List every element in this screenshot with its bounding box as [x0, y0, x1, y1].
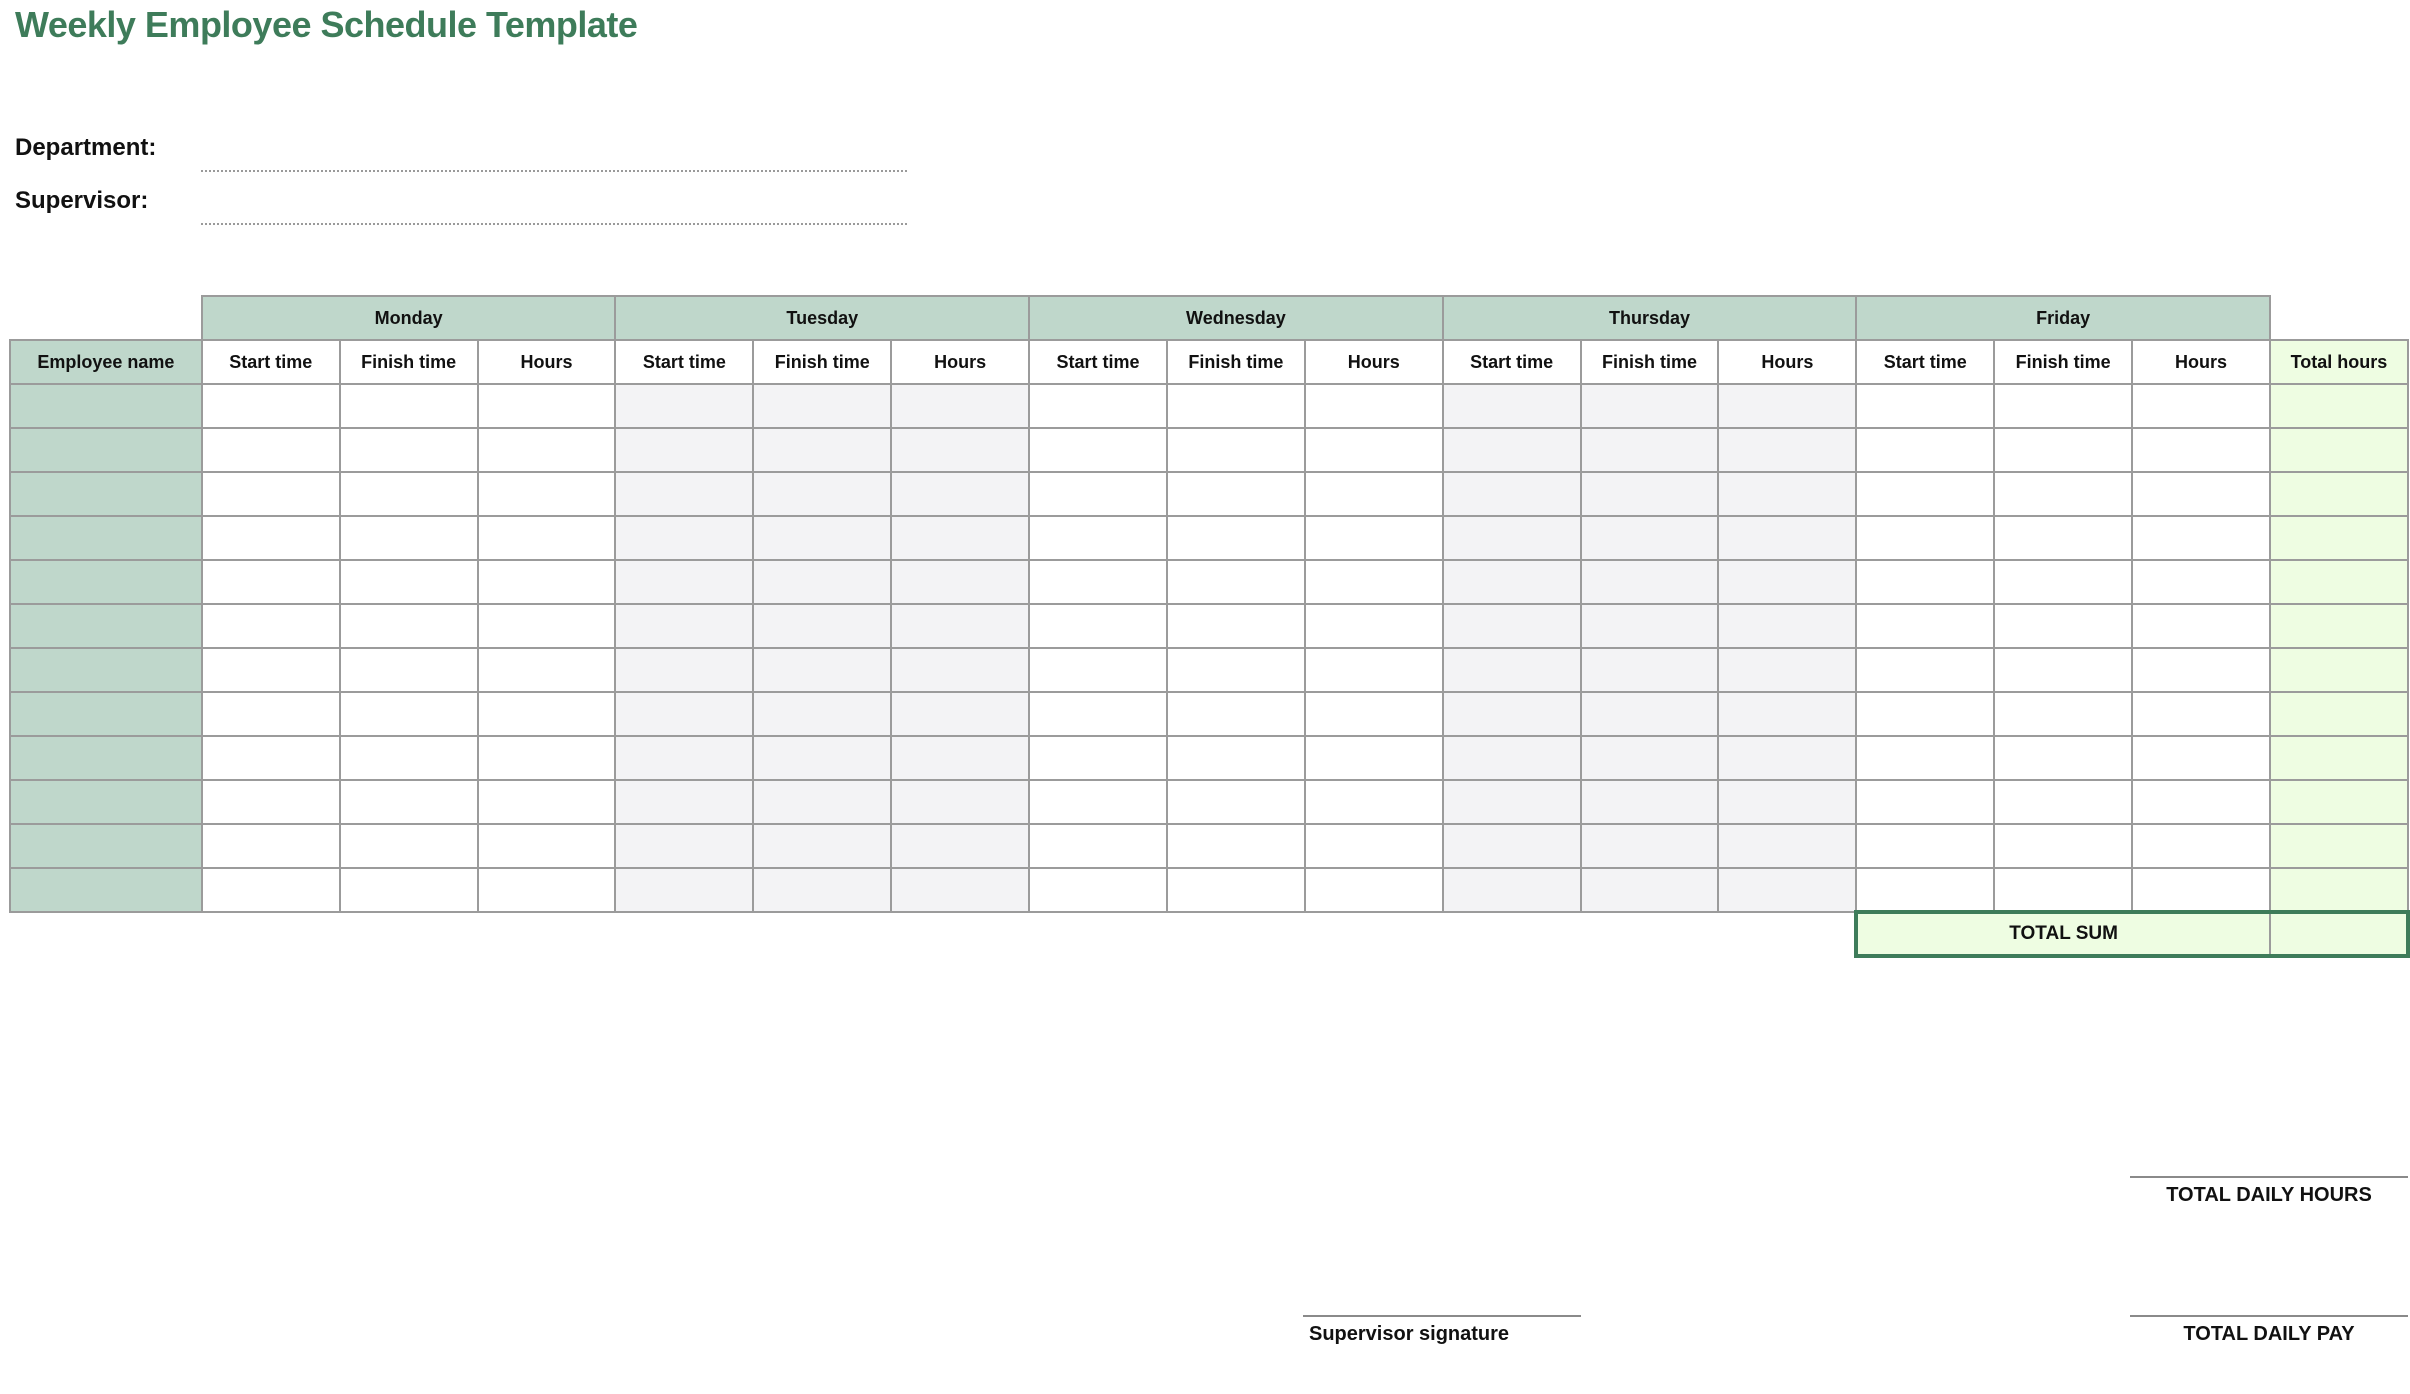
department-label: Department: [15, 134, 157, 161]
tuesday-finish-cell[interactable] [753, 560, 891, 604]
day-header-monday: Monday [202, 296, 616, 340]
thursday-finish-cell[interactable] [1581, 868, 1719, 912]
day-header-row [10, 296, 2408, 340]
friday-hours-cell[interactable] [2132, 868, 2270, 912]
thursday-hours-cell[interactable] [1718, 692, 1856, 736]
thursday-start-cell[interactable] [1443, 736, 1581, 780]
friday-start-cell[interactable] [1856, 516, 1994, 560]
wednesday-finish-cell[interactable] [1167, 604, 1305, 648]
total-sum-spacer [10, 912, 1856, 956]
start-time-header: Start time [1856, 340, 1994, 384]
tuesday-start-cell[interactable] [615, 868, 753, 912]
total-hours-cell[interactable] [2270, 736, 2408, 780]
monday-finish-cell[interactable] [340, 428, 478, 472]
friday-hours-cell[interactable] [2132, 384, 2270, 428]
tuesday-start-cell[interactable] [615, 428, 753, 472]
wednesday-start-cell[interactable] [1029, 692, 1167, 736]
table-row [10, 868, 2408, 912]
friday-start-cell[interactable] [1856, 736, 1994, 780]
day-header-thursday: Thursday [1443, 296, 1857, 340]
monday-start-cell[interactable] [202, 604, 340, 648]
tuesday-finish-cell[interactable] [753, 736, 891, 780]
monday-hours-cell[interactable] [478, 428, 616, 472]
wednesday-hours-cell[interactable] [1305, 824, 1443, 868]
wednesday-hours-cell[interactable] [1305, 604, 1443, 648]
monday-hours-cell[interactable] [478, 384, 616, 428]
friday-hours-cell[interactable] [2132, 648, 2270, 692]
friday-start-cell[interactable] [1856, 604, 1994, 648]
friday-finish-cell[interactable] [1994, 472, 2132, 516]
thursday-hours-cell[interactable] [1718, 868, 1856, 912]
wednesday-hours-cell[interactable] [1305, 560, 1443, 604]
total-sum-label: TOTAL SUM [1856, 912, 2270, 956]
supervisor-field[interactable] [201, 203, 907, 225]
monday-hours-cell[interactable] [478, 472, 616, 516]
wednesday-hours-cell[interactable] [1305, 648, 1443, 692]
total-sum-value[interactable] [2270, 912, 2408, 956]
thursday-finish-cell[interactable] [1581, 692, 1719, 736]
total-hours-cell[interactable] [2270, 868, 2408, 912]
department-row [15, 120, 895, 170]
hours-header: Hours [2132, 340, 2270, 384]
employee-name-header: Employee name [10, 340, 202, 384]
wednesday-start-cell[interactable] [1029, 428, 1167, 472]
thursday-finish-cell[interactable] [1581, 780, 1719, 824]
wednesday-hours-cell[interactable] [1305, 384, 1443, 428]
start-time-header: Start time [202, 340, 340, 384]
wednesday-finish-cell[interactable] [1167, 868, 1305, 912]
wednesday-hours-cell[interactable] [1305, 736, 1443, 780]
employee-name-cell[interactable] [10, 736, 202, 780]
wednesday-finish-cell[interactable] [1167, 824, 1305, 868]
monday-hours-cell[interactable] [478, 516, 616, 560]
wednesday-finish-cell[interactable] [1167, 516, 1305, 560]
tuesday-hours-cell[interactable] [891, 824, 1029, 868]
table-row [10, 648, 2408, 692]
monday-finish-cell[interactable] [340, 560, 478, 604]
monday-start-cell[interactable] [202, 736, 340, 780]
monday-hours-cell[interactable] [478, 604, 616, 648]
finish-time-header: Finish time [1994, 340, 2132, 384]
tuesday-start-cell[interactable] [615, 516, 753, 560]
tuesday-hours-cell[interactable] [891, 516, 1029, 560]
tuesday-finish-cell[interactable] [753, 780, 891, 824]
thursday-hours-cell[interactable] [1718, 560, 1856, 604]
wednesday-hours-cell[interactable] [1305, 692, 1443, 736]
friday-start-cell[interactable] [1856, 472, 1994, 516]
friday-finish-cell[interactable] [1994, 736, 2132, 780]
tuesday-start-cell[interactable] [615, 736, 753, 780]
friday-start-cell[interactable] [1856, 824, 1994, 868]
tuesday-hours-cell[interactable] [891, 780, 1029, 824]
employee-name-cell[interactable] [10, 692, 202, 736]
tuesday-finish-cell[interactable] [753, 384, 891, 428]
thursday-start-cell[interactable] [1443, 472, 1581, 516]
monday-finish-cell[interactable] [340, 604, 478, 648]
friday-finish-cell[interactable] [1994, 384, 2132, 428]
supervisor-row [15, 173, 895, 223]
friday-hours-cell[interactable] [2132, 604, 2270, 648]
supervisor-signature-label: Supervisor signature [1303, 1315, 1581, 1346]
hours-header: Hours [478, 340, 616, 384]
wednesday-hours-cell[interactable] [1305, 780, 1443, 824]
employee-name-cell[interactable] [10, 604, 202, 648]
monday-finish-cell[interactable] [340, 384, 478, 428]
wednesday-start-cell[interactable] [1029, 824, 1167, 868]
total-sum-row [10, 912, 2408, 956]
thursday-start-cell[interactable] [1443, 384, 1581, 428]
employee-name-cell[interactable] [10, 648, 202, 692]
monday-finish-cell[interactable] [340, 824, 478, 868]
wednesday-finish-cell[interactable] [1167, 560, 1305, 604]
friday-finish-cell[interactable] [1994, 428, 2132, 472]
monday-hours-cell[interactable] [478, 780, 616, 824]
thursday-hours-cell[interactable] [1718, 736, 1856, 780]
employee-name-cell[interactable] [10, 384, 202, 428]
tuesday-finish-cell[interactable] [753, 868, 891, 912]
thursday-hours-cell[interactable] [1718, 604, 1856, 648]
supervisor-label: Supervisor: [15, 187, 149, 214]
thursday-start-cell[interactable] [1443, 868, 1581, 912]
friday-start-cell[interactable] [1856, 868, 1994, 912]
wednesday-hours-cell[interactable] [1305, 428, 1443, 472]
friday-hours-cell[interactable] [2132, 780, 2270, 824]
tuesday-start-cell[interactable] [615, 780, 753, 824]
table-row [10, 384, 2408, 428]
monday-start-cell[interactable] [202, 648, 340, 692]
wednesday-start-cell[interactable] [1029, 780, 1167, 824]
tuesday-start-cell[interactable] [615, 692, 753, 736]
wednesday-start-cell[interactable] [1029, 648, 1167, 692]
tuesday-hours-cell[interactable] [891, 472, 1029, 516]
monday-start-cell[interactable] [202, 780, 340, 824]
thursday-start-cell[interactable] [1443, 824, 1581, 868]
tuesday-hours-cell[interactable] [891, 560, 1029, 604]
finish-time-header: Finish time [753, 340, 891, 384]
thursday-hours-cell[interactable] [1718, 516, 1856, 560]
wednesday-hours-cell[interactable] [1305, 516, 1443, 560]
friday-finish-cell[interactable] [1994, 780, 2132, 824]
thursday-start-cell[interactable] [1443, 560, 1581, 604]
friday-finish-cell[interactable] [1994, 692, 2132, 736]
hours-header: Hours [891, 340, 1029, 384]
monday-start-cell[interactable] [202, 516, 340, 560]
thursday-start-cell[interactable] [1443, 692, 1581, 736]
tuesday-finish-cell[interactable] [753, 472, 891, 516]
monday-finish-cell[interactable] [340, 868, 478, 912]
monday-hours-cell[interactable] [478, 560, 616, 604]
friday-hours-cell[interactable] [2132, 692, 2270, 736]
finish-time-header: Finish time [1167, 340, 1305, 384]
tuesday-finish-cell[interactable] [753, 516, 891, 560]
friday-hours-cell[interactable] [2132, 472, 2270, 516]
friday-start-cell[interactable] [1856, 384, 1994, 428]
total-hours-cell[interactable] [2270, 692, 2408, 736]
monday-finish-cell[interactable] [340, 780, 478, 824]
tuesday-finish-cell[interactable] [753, 604, 891, 648]
tuesday-start-cell[interactable] [615, 648, 753, 692]
thursday-finish-cell[interactable] [1581, 516, 1719, 560]
start-time-header: Start time [1443, 340, 1581, 384]
total-hours-cell[interactable] [2270, 560, 2408, 604]
wednesday-finish-cell[interactable] [1167, 428, 1305, 472]
employee-name-cell[interactable] [10, 516, 202, 560]
monday-start-cell[interactable] [202, 824, 340, 868]
monday-start-cell[interactable] [202, 384, 340, 428]
friday-finish-cell[interactable] [1994, 868, 2132, 912]
column-header-row [10, 340, 2408, 384]
tuesday-hours-cell[interactable] [891, 868, 1029, 912]
thursday-hours-cell[interactable] [1718, 428, 1856, 472]
total-hours-cell[interactable] [2270, 516, 2408, 560]
tuesday-start-cell[interactable] [615, 384, 753, 428]
tuesday-finish-cell[interactable] [753, 692, 891, 736]
table-row [10, 780, 2408, 824]
corner-cell [10, 296, 202, 340]
table-row [10, 428, 2408, 472]
tuesday-hours-cell[interactable] [891, 692, 1029, 736]
thursday-hours-cell[interactable] [1718, 648, 1856, 692]
friday-hours-cell[interactable] [2132, 824, 2270, 868]
wednesday-start-cell[interactable] [1029, 472, 1167, 516]
table-row [10, 560, 2408, 604]
employee-name-cell[interactable] [10, 560, 202, 604]
thursday-hours-cell[interactable] [1718, 824, 1856, 868]
total-hours-cell[interactable] [2270, 384, 2408, 428]
monday-start-cell[interactable] [202, 472, 340, 516]
wednesday-finish-cell[interactable] [1167, 384, 1305, 428]
total-hours-header: Total hours [2270, 340, 2408, 384]
monday-hours-cell[interactable] [478, 868, 616, 912]
total-hours-cell[interactable] [2270, 428, 2408, 472]
monday-start-cell[interactable] [202, 428, 340, 472]
friday-hours-cell[interactable] [2132, 560, 2270, 604]
wednesday-finish-cell[interactable] [1167, 472, 1305, 516]
friday-finish-cell[interactable] [1994, 560, 2132, 604]
tuesday-hours-cell[interactable] [891, 428, 1029, 472]
schedule-table [9, 295, 2410, 958]
wednesday-start-cell[interactable] [1029, 384, 1167, 428]
tuesday-hours-cell[interactable] [891, 648, 1029, 692]
thursday-hours-cell[interactable] [1718, 384, 1856, 428]
thursday-hours-cell[interactable] [1718, 780, 1856, 824]
wednesday-finish-cell[interactable] [1167, 736, 1305, 780]
tuesday-start-cell[interactable] [615, 824, 753, 868]
friday-finish-cell[interactable] [1994, 604, 2132, 648]
employee-name-cell[interactable] [10, 824, 202, 868]
friday-start-cell[interactable] [1856, 648, 1994, 692]
employee-name-cell[interactable] [10, 472, 202, 516]
thursday-finish-cell[interactable] [1581, 472, 1719, 516]
hours-header: Hours [1718, 340, 1856, 384]
wednesday-hours-cell[interactable] [1305, 472, 1443, 516]
friday-hours-cell[interactable] [2132, 736, 2270, 780]
wednesday-start-cell[interactable] [1029, 560, 1167, 604]
employee-name-cell[interactable] [10, 428, 202, 472]
monday-hours-cell[interactable] [478, 824, 616, 868]
monday-hours-cell[interactable] [478, 736, 616, 780]
monday-finish-cell[interactable] [340, 736, 478, 780]
finish-time-header: Finish time [1581, 340, 1719, 384]
tuesday-start-cell[interactable] [615, 472, 753, 516]
total-hours-cell[interactable] [2270, 472, 2408, 516]
friday-finish-cell[interactable] [1994, 648, 2132, 692]
wednesday-start-cell[interactable] [1029, 868, 1167, 912]
total-daily-pay-label: TOTAL DAILY PAY [2130, 1315, 2408, 1346]
tuesday-start-cell[interactable] [615, 560, 753, 604]
thursday-finish-cell[interactable] [1581, 604, 1719, 648]
thursday-hours-cell[interactable] [1718, 472, 1856, 516]
hours-header: Hours [1305, 340, 1443, 384]
thursday-start-cell[interactable] [1443, 648, 1581, 692]
friday-hours-cell[interactable] [2132, 516, 2270, 560]
friday-start-cell[interactable] [1856, 560, 1994, 604]
table-row [10, 516, 2408, 560]
tuesday-start-cell[interactable] [615, 604, 753, 648]
page-title: Weekly Employee Schedule Template [15, 4, 638, 45]
monday-finish-cell[interactable] [340, 648, 478, 692]
tuesday-hours-cell[interactable] [891, 736, 1029, 780]
finish-time-header: Finish time [340, 340, 478, 384]
total-hours-cell[interactable] [2270, 780, 2408, 824]
monday-start-cell[interactable] [202, 692, 340, 736]
friday-hours-cell[interactable] [2132, 428, 2270, 472]
friday-start-cell[interactable] [1856, 780, 1994, 824]
start-time-header: Start time [615, 340, 753, 384]
thursday-finish-cell[interactable] [1581, 560, 1719, 604]
thursday-finish-cell[interactable] [1581, 648, 1719, 692]
total-hours-cell[interactable] [2270, 824, 2408, 868]
day-header-tuesday: Tuesday [615, 296, 1029, 340]
table-row [10, 736, 2408, 780]
wednesday-start-cell[interactable] [1029, 516, 1167, 560]
wednesday-finish-cell[interactable] [1167, 780, 1305, 824]
thursday-start-cell[interactable] [1443, 780, 1581, 824]
total-hours-cell[interactable] [2270, 648, 2408, 692]
monday-hours-cell[interactable] [478, 692, 616, 736]
corner-cell-right [2270, 296, 2408, 340]
table-row [10, 472, 2408, 516]
wednesday-finish-cell[interactable] [1167, 692, 1305, 736]
thursday-finish-cell[interactable] [1581, 824, 1719, 868]
start-time-header: Start time [1029, 340, 1167, 384]
total-daily-hours-label: TOTAL DAILY HOURS [2130, 1176, 2408, 1207]
friday-start-cell[interactable] [1856, 692, 1994, 736]
tuesday-finish-cell[interactable] [753, 428, 891, 472]
monday-start-cell[interactable] [202, 868, 340, 912]
wednesday-start-cell[interactable] [1029, 604, 1167, 648]
monday-finish-cell[interactable] [340, 472, 478, 516]
employee-name-cell[interactable] [10, 780, 202, 824]
tuesday-hours-cell[interactable] [891, 604, 1029, 648]
monday-hours-cell[interactable] [478, 648, 616, 692]
thursday-start-cell[interactable] [1443, 604, 1581, 648]
thursday-start-cell[interactable] [1443, 516, 1581, 560]
tuesday-finish-cell[interactable] [753, 824, 891, 868]
wednesday-start-cell[interactable] [1029, 736, 1167, 780]
tuesday-finish-cell[interactable] [753, 648, 891, 692]
thursday-finish-cell[interactable] [1581, 736, 1719, 780]
day-header-wednesday: Wednesday [1029, 296, 1443, 340]
thursday-start-cell[interactable] [1443, 428, 1581, 472]
friday-finish-cell[interactable] [1994, 824, 2132, 868]
wednesday-finish-cell[interactable] [1167, 648, 1305, 692]
total-hours-cell[interactable] [2270, 604, 2408, 648]
monday-finish-cell[interactable] [340, 516, 478, 560]
department-field[interactable] [201, 150, 907, 172]
monday-finish-cell[interactable] [340, 692, 478, 736]
table-row [10, 824, 2408, 868]
monday-start-cell[interactable] [202, 560, 340, 604]
table-row [10, 692, 2408, 736]
employee-name-cell[interactable] [10, 868, 202, 912]
wednesday-hours-cell[interactable] [1305, 868, 1443, 912]
friday-start-cell[interactable] [1856, 428, 1994, 472]
friday-finish-cell[interactable] [1994, 516, 2132, 560]
table-row [10, 604, 2408, 648]
tuesday-hours-cell[interactable] [891, 384, 1029, 428]
thursday-finish-cell[interactable] [1581, 428, 1719, 472]
day-header-friday: Friday [1856, 296, 2270, 340]
thursday-finish-cell[interactable] [1581, 384, 1719, 428]
